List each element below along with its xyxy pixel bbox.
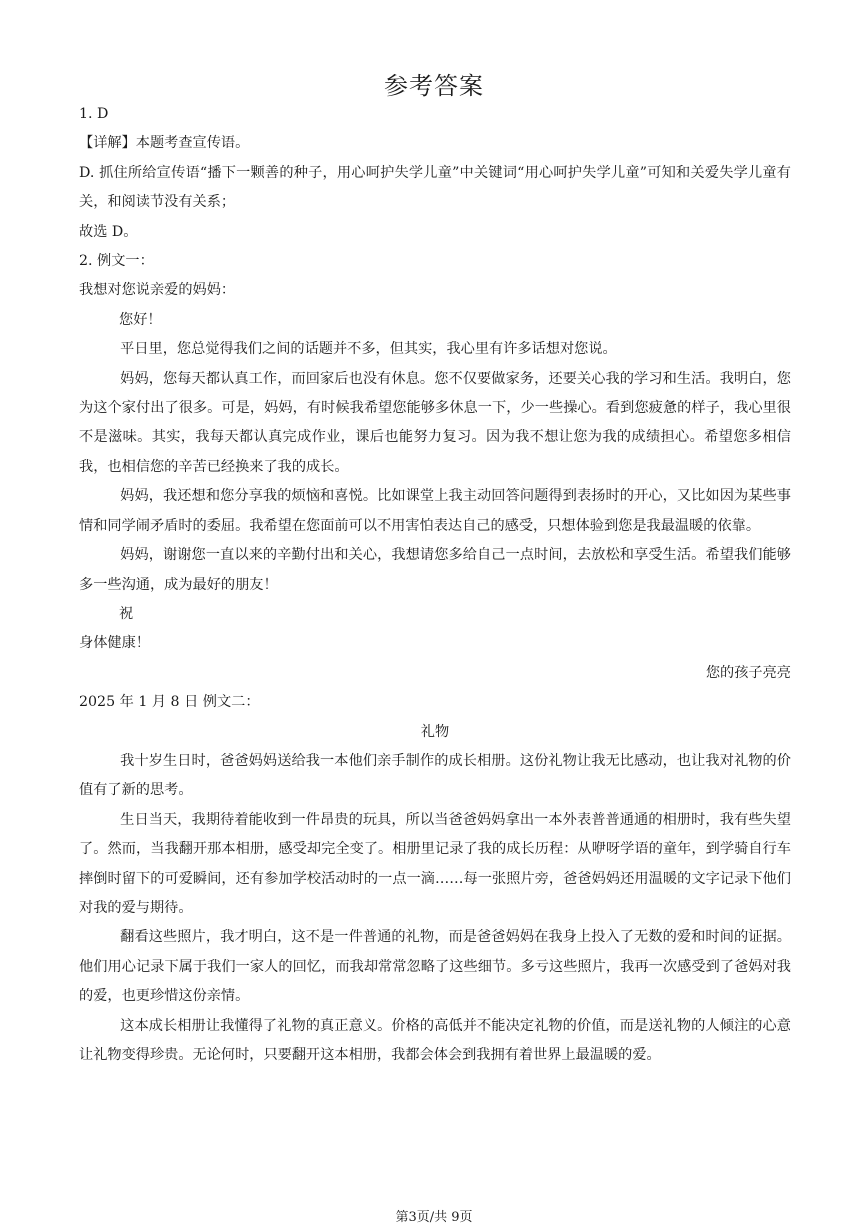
essay-paragraph: 生日当天，我期待着能收到一件昂贵的玩具，所以当爸爸妈妈拿出一本外表普普通通的相册时，我有些失望了。然而，当我翻开那本相册，感受却完全变了。相册里记录了我的成长历程：从咿呀学语的童年，到学骑自行车摔倒时留下的可爱瞬间，还有参加学校活动时的一点一滴……每一张照片旁，爸爸妈妈还用温暖的文字记录下他们对我的爱与期待。 (79, 811, 791, 916)
essay-paragraph: 我十岁生日时，爸爸妈妈送给我一本他们亲手制作的成长相册。这份礼物让我无比感动，也让我对礼物的价值有了新的思考。 (79, 752, 791, 799)
q1-conclusion: 故选 D。 (79, 223, 138, 240)
letter-date-line: 2025 年 1 月 8 日 例文二： (79, 694, 260, 711)
letter-signature: 您的孩子亮亮 (705, 664, 791, 681)
letter-greeting: 您好！ (119, 311, 162, 328)
letter-closing-wish: 身体健康！ (79, 635, 150, 652)
q1-answer: 1. D (79, 106, 109, 122)
letter-paragraph: 平日里，您总觉得我们之间的话题并不多，但其实，我心里有许多话想对您说。 (120, 341, 617, 358)
essay-paragraph: 翻看这些照片，我才明白，这不是一件普通的礼物，而是爸爸妈妈在我身上投入了无数的爱和时间的证据。他们用心记录下属于我们一家人的回忆，而我却常常忽略了这些细节。多亏这些照片，我再一次感受到了爸妈对我的爱，也更珍惜这份亲情。 (79, 929, 791, 1005)
page-title: 参考答案 (384, 72, 484, 100)
essay-paragraph: 这本成长相册让我懂得了礼物的真正意义。价格的高低并不能决定礼物的价值，而是送礼物的人倾注的心意让礼物变得珍贵。无论何时，只要翻开这本相册，我都会体会到我拥有着世界上最温暖的爱。 (79, 1017, 791, 1063)
letter-salutation: 我想对您说亲爱的妈妈： (79, 282, 236, 299)
q1-detail: 【详解】本题考查宣传语。 (79, 135, 250, 152)
answer-content (79, 100, 791, 1070)
letter-paragraph: 妈妈，您每天都认真工作，而回家后也没有休息。您不仅要做家务，还要关心我的学习和生活。我明白，您为这个家付出了很多。可是，妈妈，有时候我希望您能够多休息一下，少一些操心。看到您疲惫的样子，我心里很不是滋味。其实，我每天都认真完成作业，课后也能努力复习。因为我不想让您为我的成绩担心。希望您多相信我，也相信您的辛苦已经换来了我的成长。 (79, 370, 791, 475)
letter-closing: 祝 (119, 605, 134, 622)
letter-paragraph: 妈妈，谢谢您一直以来的辛勤付出和关心，我想请您多给自己一点时间，去放松和享受生活。希望我们能够多一些沟通，成为最好的朋友！ (79, 547, 791, 593)
q1-analysis: D. 抓住所给宣传语“播下一颗善的种子，用心呵护失学儿童”中关键词“用心呵护失学儿童”可知和关爱失学儿童有关，和阅读节没有关系； (79, 164, 791, 211)
essay-title: 礼物 (420, 723, 450, 740)
q2-label: 2. 例文一： (79, 253, 154, 270)
page-footer: 第3页/共 9页 (395, 1210, 473, 1225)
letter-paragraph: 妈妈，我还想和您分享我的烦恼和喜悦。比如课堂上我主动回答问题得到表扬时的开心，又比如因为某些事情和同学闹矛盾时的委屈。我希望在您面前可以不用害怕表达自己的感受，只想体验到您是我最温暖的依靠。 (79, 488, 791, 534)
